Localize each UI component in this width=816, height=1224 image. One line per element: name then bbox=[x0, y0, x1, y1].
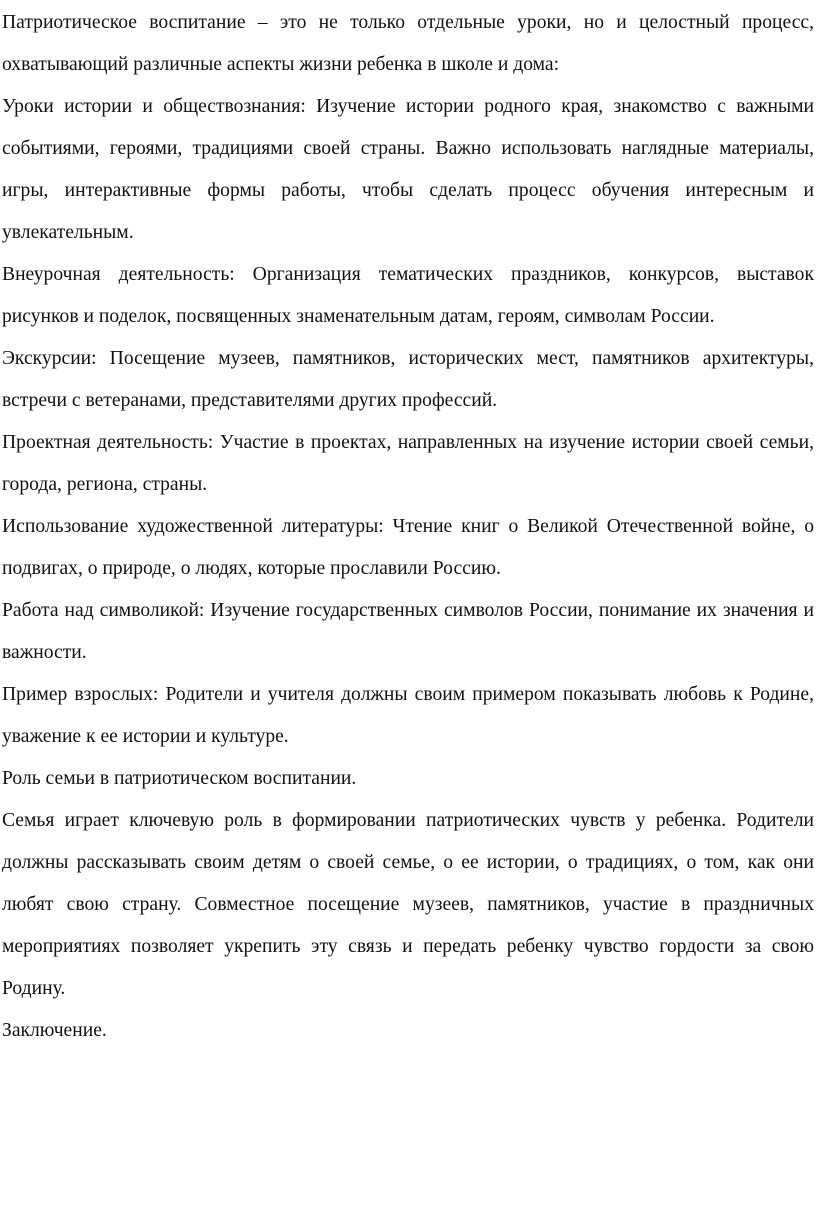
paragraph-family-heading: Роль семьи в патриотическом воспитании. bbox=[2, 768, 357, 789]
paragraph-adult-example: Пример взрослых: Родители и учителя должны своим примером показывать любовь к Родине, уважение к ее истории и культуре. bbox=[2, 684, 814, 747]
paragraph-literature: Использование художественной литературы: Чтение книг о Великой Отечественной войне, о подвигах, о природе, о людях, которые прославили Россию. bbox=[2, 516, 814, 579]
paragraph-intro: Патриотическое воспитание – это не только отдельные уроки, но и целостный процесс, охватывающий различные аспекты жизни ребенка в школе и дома: bbox=[2, 12, 814, 75]
paragraph-history-lessons: Уроки истории и обществознания: Изучение истории родного края, знакомство с важными событиями, героями, традициями своей страны. Важно использовать наглядные материалы, игры, интерактивные формы работы, чтобы сделать процесс обучения интересным и увлекательным. bbox=[2, 96, 814, 243]
paragraph-projects: Проектная деятельность: Участие в проектах, направленных на изучение истории своей семьи, города, региона, страны. bbox=[2, 432, 814, 495]
paragraph-symbols: Работа над символикой: Изучение государственных символов России, понимание их значения и важности. bbox=[2, 600, 814, 663]
paragraph-excursions: Экскурсии: Посещение музеев, памятников, исторических мест, памятников архитектуры, встречи с ветеранами, представителями других профессий. bbox=[2, 348, 814, 411]
document-page bbox=[0, 2, 816, 1052]
paragraph-extracurricular: Внеурочная деятельность: Организация тематических праздников, конкурсов, выставок рисунков и поделок, посвященных знаменательным датам, героям, символам России. bbox=[2, 264, 814, 327]
paragraph-conclusion-heading: Заключение. bbox=[2, 1020, 107, 1041]
paragraph-family-role: Семья играет ключевую роль в формировании патриотических чувств у ребенка. Родители должны рассказывать своим детям о своей семье, о ее истории, о традициях, о том, как они любят свою страну. Совместное посещение музеев, памятников, участие в праздничных мероприятиях позволяет укрепить эту связь и передать ребенку чувство гордости за свою Родину. bbox=[2, 810, 814, 999]
